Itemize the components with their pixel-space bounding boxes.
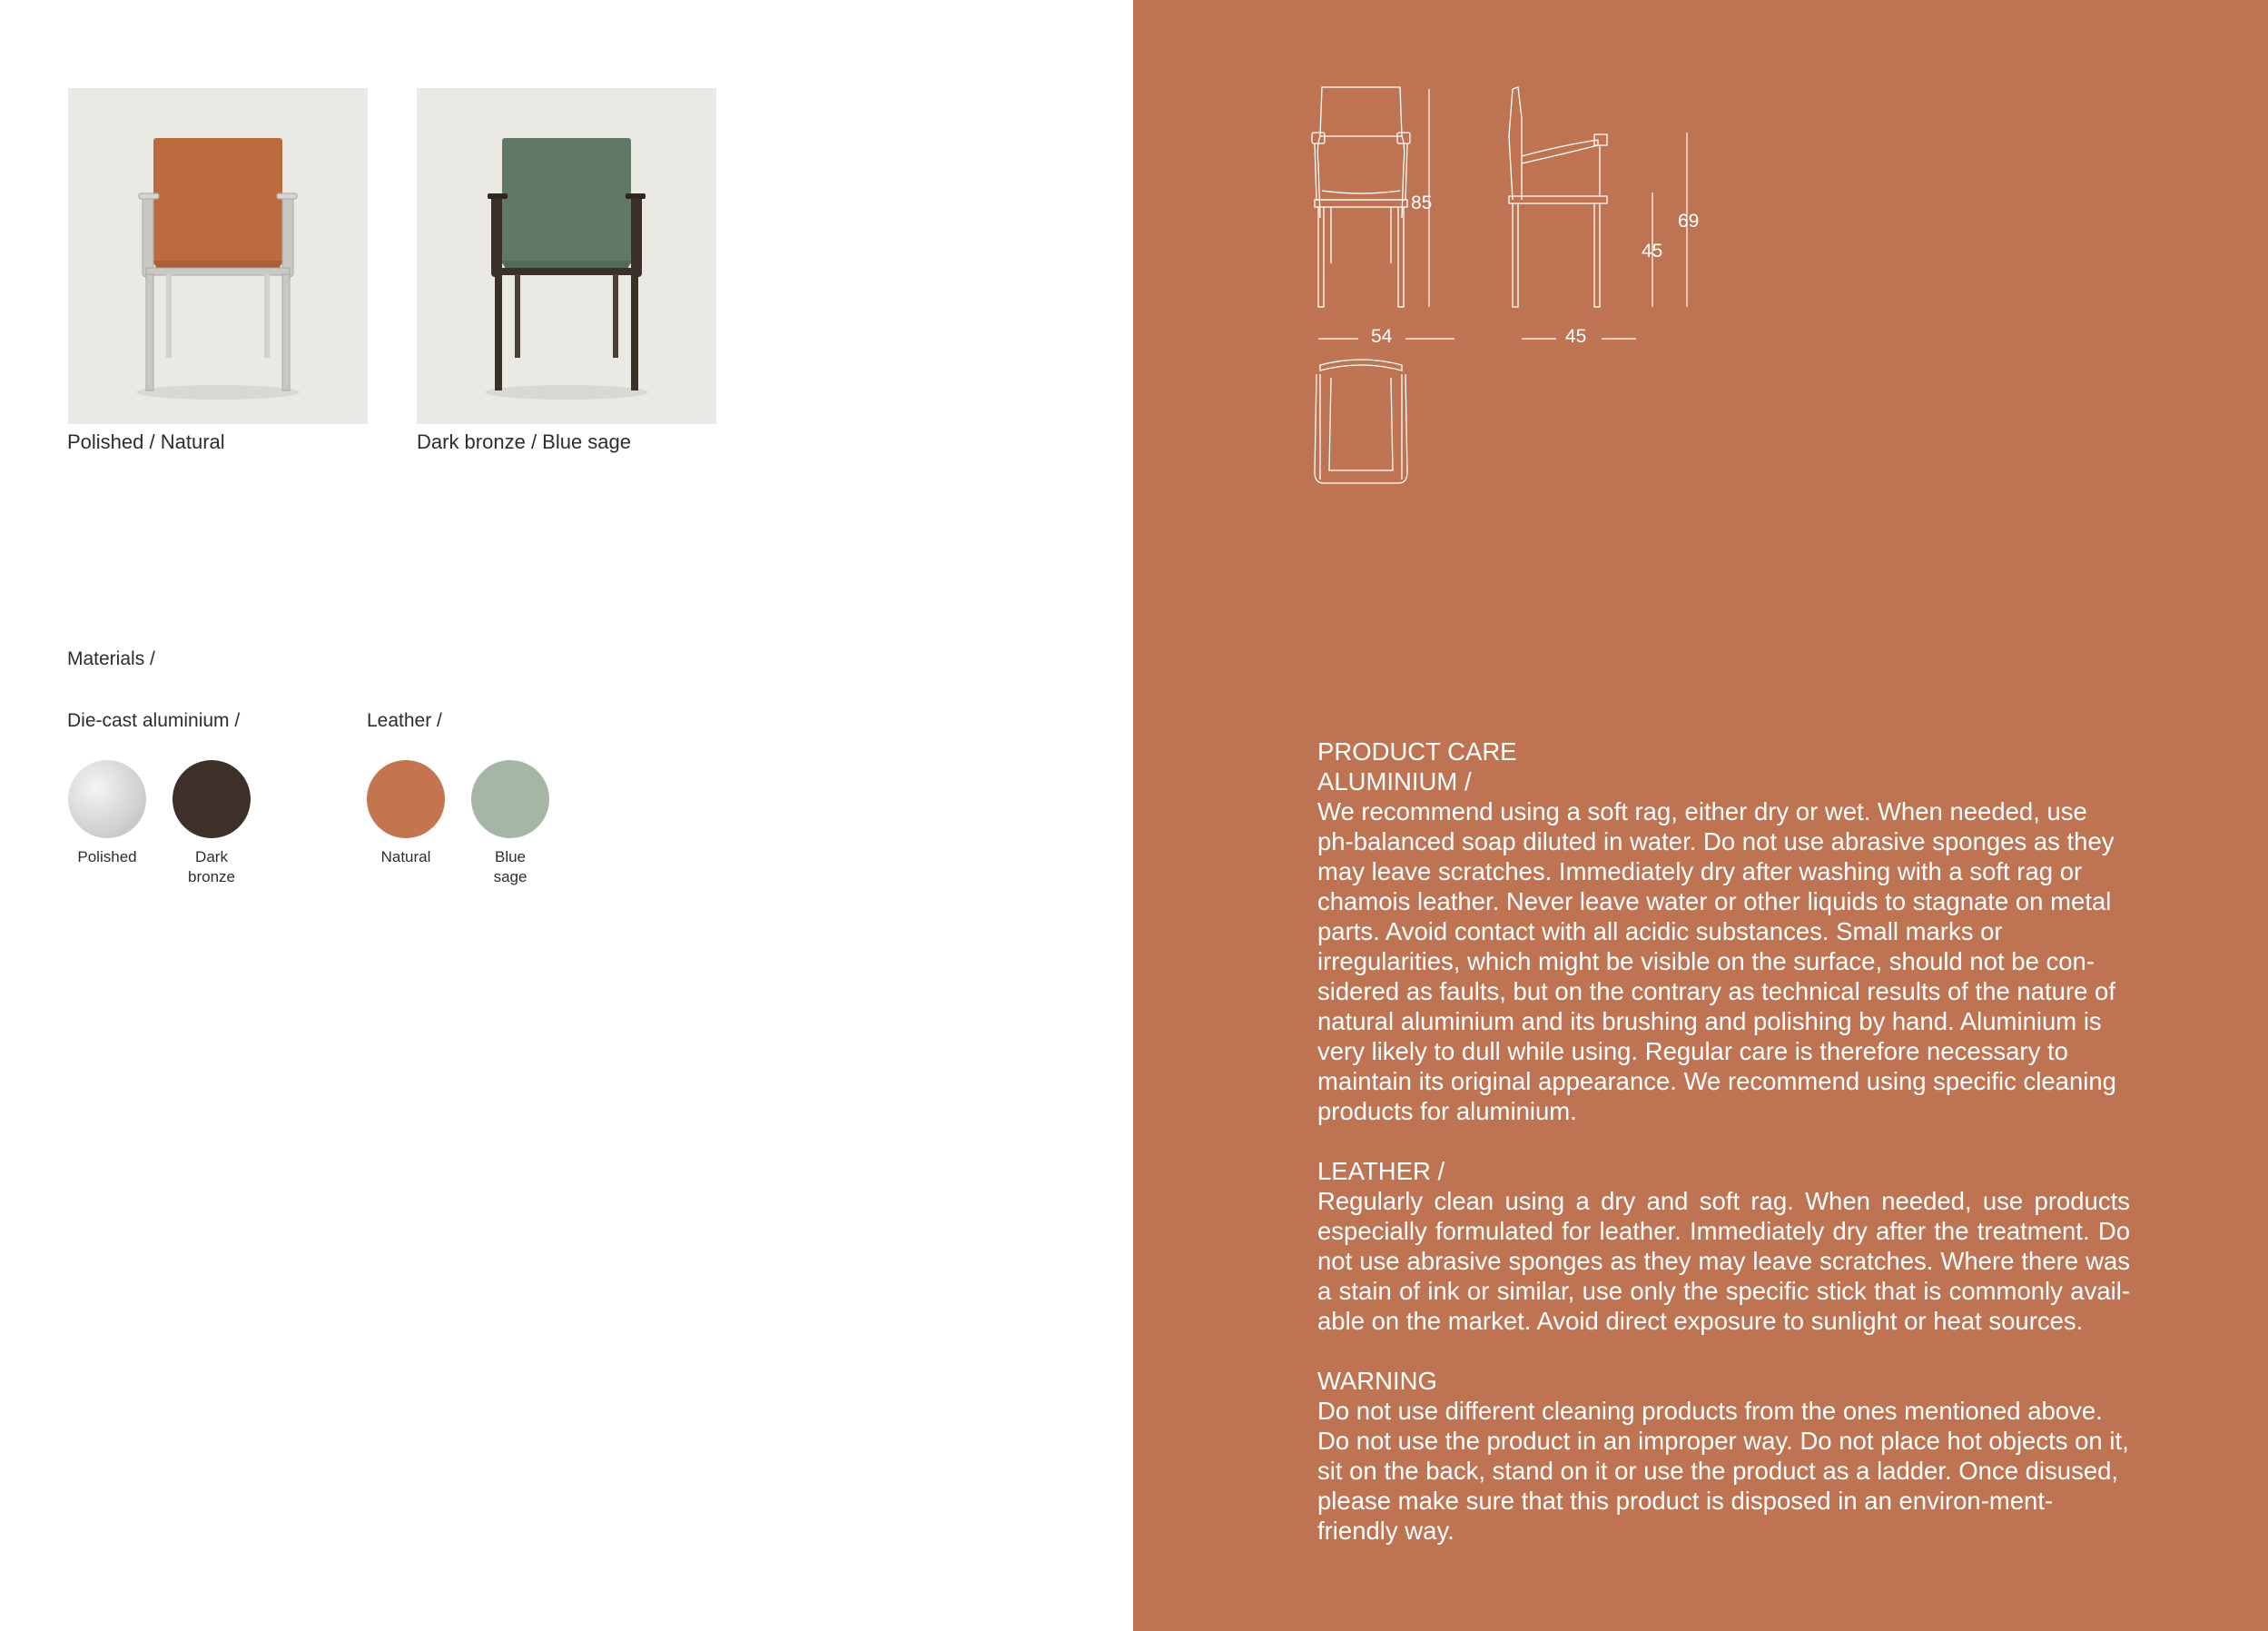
dimension-width: 54 <box>1371 326 1393 347</box>
dimension-armrest-height: 69 <box>1678 211 1700 232</box>
material-group-title: Leather / <box>367 710 442 731</box>
product-photo-polished-natural <box>68 88 368 424</box>
warning-title: WARNING <box>1317 1367 1437 1395</box>
side-view-drawing <box>1509 87 1607 307</box>
swatch-label <box>162 847 261 887</box>
swatch-natural <box>367 760 445 838</box>
chair-image <box>68 88 368 424</box>
swatch-polished <box>68 760 146 838</box>
product-caption: Dark bronze / Blue sage <box>417 430 632 453</box>
swatch-dark-bronze <box>173 760 251 838</box>
dimension-depth: 45 <box>1565 326 1587 347</box>
swatch-label: Polished <box>77 848 137 865</box>
chair-image <box>417 88 716 424</box>
leather-title: LEATHER / <box>1317 1157 1445 1185</box>
aluminium-care-text: We recommend using a soft rag, either dry or wet. When needed, use ph-balanced soap diluted in water. Do not use abrasive sponges as they may leave scratches. Immediately dry after washing with a soft rag or chamois leather. Never leave water or other liquids to stagnate on metal parts. Avoid contact with all acidic substances. Small marks or irregularities, which might be visible on the surface, should not be con-sidered as faults, but on the contrary as technical results of the nature of natural aluminium and its brushing and polishing by hand. Aluminium is very likely to dull while using. Regular care is therefore necessary to maintain its original appearance. We recommend using specific cleaning products for aluminium. <box>1317 797 2116 1125</box>
product-caption: Polished / Natural <box>67 430 225 453</box>
front-view-drawing <box>1312 87 1410 307</box>
swatch-label <box>460 847 560 887</box>
swatch-label-text: Dark bronze <box>188 848 235 885</box>
seat-back <box>153 138 282 265</box>
leather-care-text: Regularly clean using a dry and soft rag. When needed, use products especially formulated for leather. Immediately dry after the treatment. Do not use abrasive sponges as they may leave scratches. Where there was a stain of ink or similar, use only the specific stick that is commonly avail-able on the market. Avoid direct exposure to sunlight or heat sources. <box>1317 1187 2130 1335</box>
aluminium-title: ALUMINIUM / <box>1317 767 1472 796</box>
warning-text: Do not use different cleaning products from the ones mentioned above. Do not use the product in an improper way. Do not place hot objects on it, sit on the back, stand on it or use the product as a ladder. Once disused, please make sure that this product is disposed in an environ-ment-friendly way. <box>1317 1397 2129 1545</box>
product-care-title: PRODUCT CARE <box>1317 737 1517 766</box>
dimension-seat-height: 45 <box>1642 241 1663 262</box>
product-care-section <box>1317 736 2130 1576</box>
product-photo-darkbronze-bluesage <box>417 88 716 424</box>
swatch-label: Natural <box>380 848 431 865</box>
seat-back <box>502 138 631 265</box>
dimension-height: 85 <box>1411 193 1433 213</box>
technical-drawings <box>1307 82 1707 499</box>
swatch-blue-sage <box>471 760 549 838</box>
dimension-lines <box>1318 89 1687 339</box>
materials-title: Materials / <box>67 648 155 669</box>
left-page <box>0 0 1133 1631</box>
swatch-label-text: Blue sage <box>493 848 528 885</box>
top-view-drawing <box>1315 360 1407 483</box>
material-group-title: Die-cast aluminium / <box>67 710 241 731</box>
